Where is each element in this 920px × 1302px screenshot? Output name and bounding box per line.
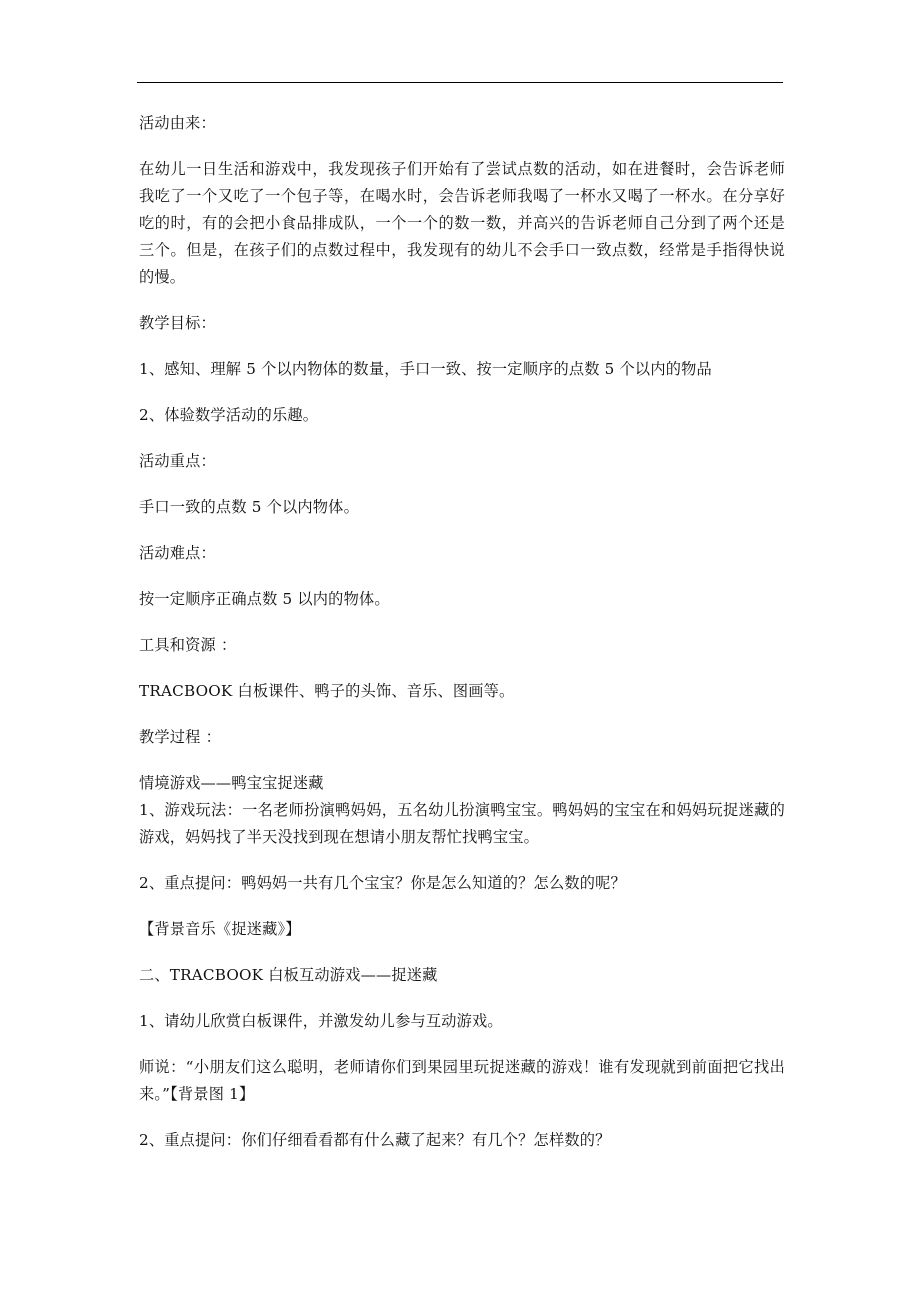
goals-heading: 教学目标： bbox=[139, 314, 216, 332]
tools-heading: 工具和资源 ： bbox=[139, 636, 237, 654]
difficulty-heading: 活动难点： bbox=[139, 544, 216, 562]
document-body bbox=[139, 110, 785, 1173]
goal-item-2: 2、体验数学活动的乐趣。 bbox=[139, 406, 319, 424]
part2-title: 二、TRACBOOK 白板互动游戏——捉迷藏 bbox=[139, 966, 438, 984]
music-note: 【背景音乐《捉迷藏》】 bbox=[139, 920, 301, 938]
scene-step-1: 1、游戏玩法：一名老师扮演鸭妈妈，五名幼儿扮演鸭宝宝。鸭妈妈的宝宝在和妈妈玩捉迷藏的游戏，妈妈找了半天没找到现在想请小朋友帮忙找鸭宝宝。 bbox=[139, 801, 785, 846]
key-heading: 活动重点： bbox=[139, 452, 216, 470]
process-heading: 教学过程 ： bbox=[139, 728, 221, 746]
difficulty-text: 按一定顺序正确点数 5 以内的物体。 bbox=[139, 590, 390, 608]
origin-heading: 活动由来： bbox=[139, 114, 216, 132]
teacher-says: 师说：“小朋友们这么聪明，老师请你们到果园里玩捉迷藏的游戏！谁有发现就到前面把它找出来。”【背景图 1】 bbox=[139, 1058, 785, 1103]
key-text: 手口一致的点数 5 个以内物体。 bbox=[139, 498, 359, 516]
tools-text: TRACBOOK 白板课件、鸭子的头饰、音乐、图画等。 bbox=[139, 682, 515, 700]
scene-title: 情境游戏——鸭宝宝捉迷藏 bbox=[139, 774, 324, 792]
part2-step-1: 1、请幼儿欣赏白板课件，并激发幼儿参与互动游戏。 bbox=[139, 1012, 503, 1030]
origin-paragraph: 在幼儿一日生活和游戏中，我发现孩子们开始有了尝试点数的活动，如在进餐时，会告诉老师我吃了一个又吃了一个包子等，在喝水时，会告诉老师我喝了一杯水又喝了一杯水。在分享好吃的时，有的会把小食品排成队，一个一个的数一数，并高兴的告诉老师自己分到了两个还是三个。但是，在孩子们的点数过程中，我发现有的幼儿不会手口一致点数，经常是手指得快说的慢。 bbox=[139, 160, 785, 286]
header-rule bbox=[137, 82, 783, 83]
goal-item-1: 1、感知、理解 5 个以内物体的数量，手口一致、按一定顺序的点数 5 个以内的物品 bbox=[139, 360, 712, 378]
part2-step-2: 2、重点提问：你们仔细看看都有什么藏了起来？有几个？怎样数的？ bbox=[139, 1131, 611, 1149]
scene-step-2: 2、重点提问：鸭妈妈一共有几个宝宝？你是怎么知道的？怎么数的呢？ bbox=[139, 874, 626, 892]
